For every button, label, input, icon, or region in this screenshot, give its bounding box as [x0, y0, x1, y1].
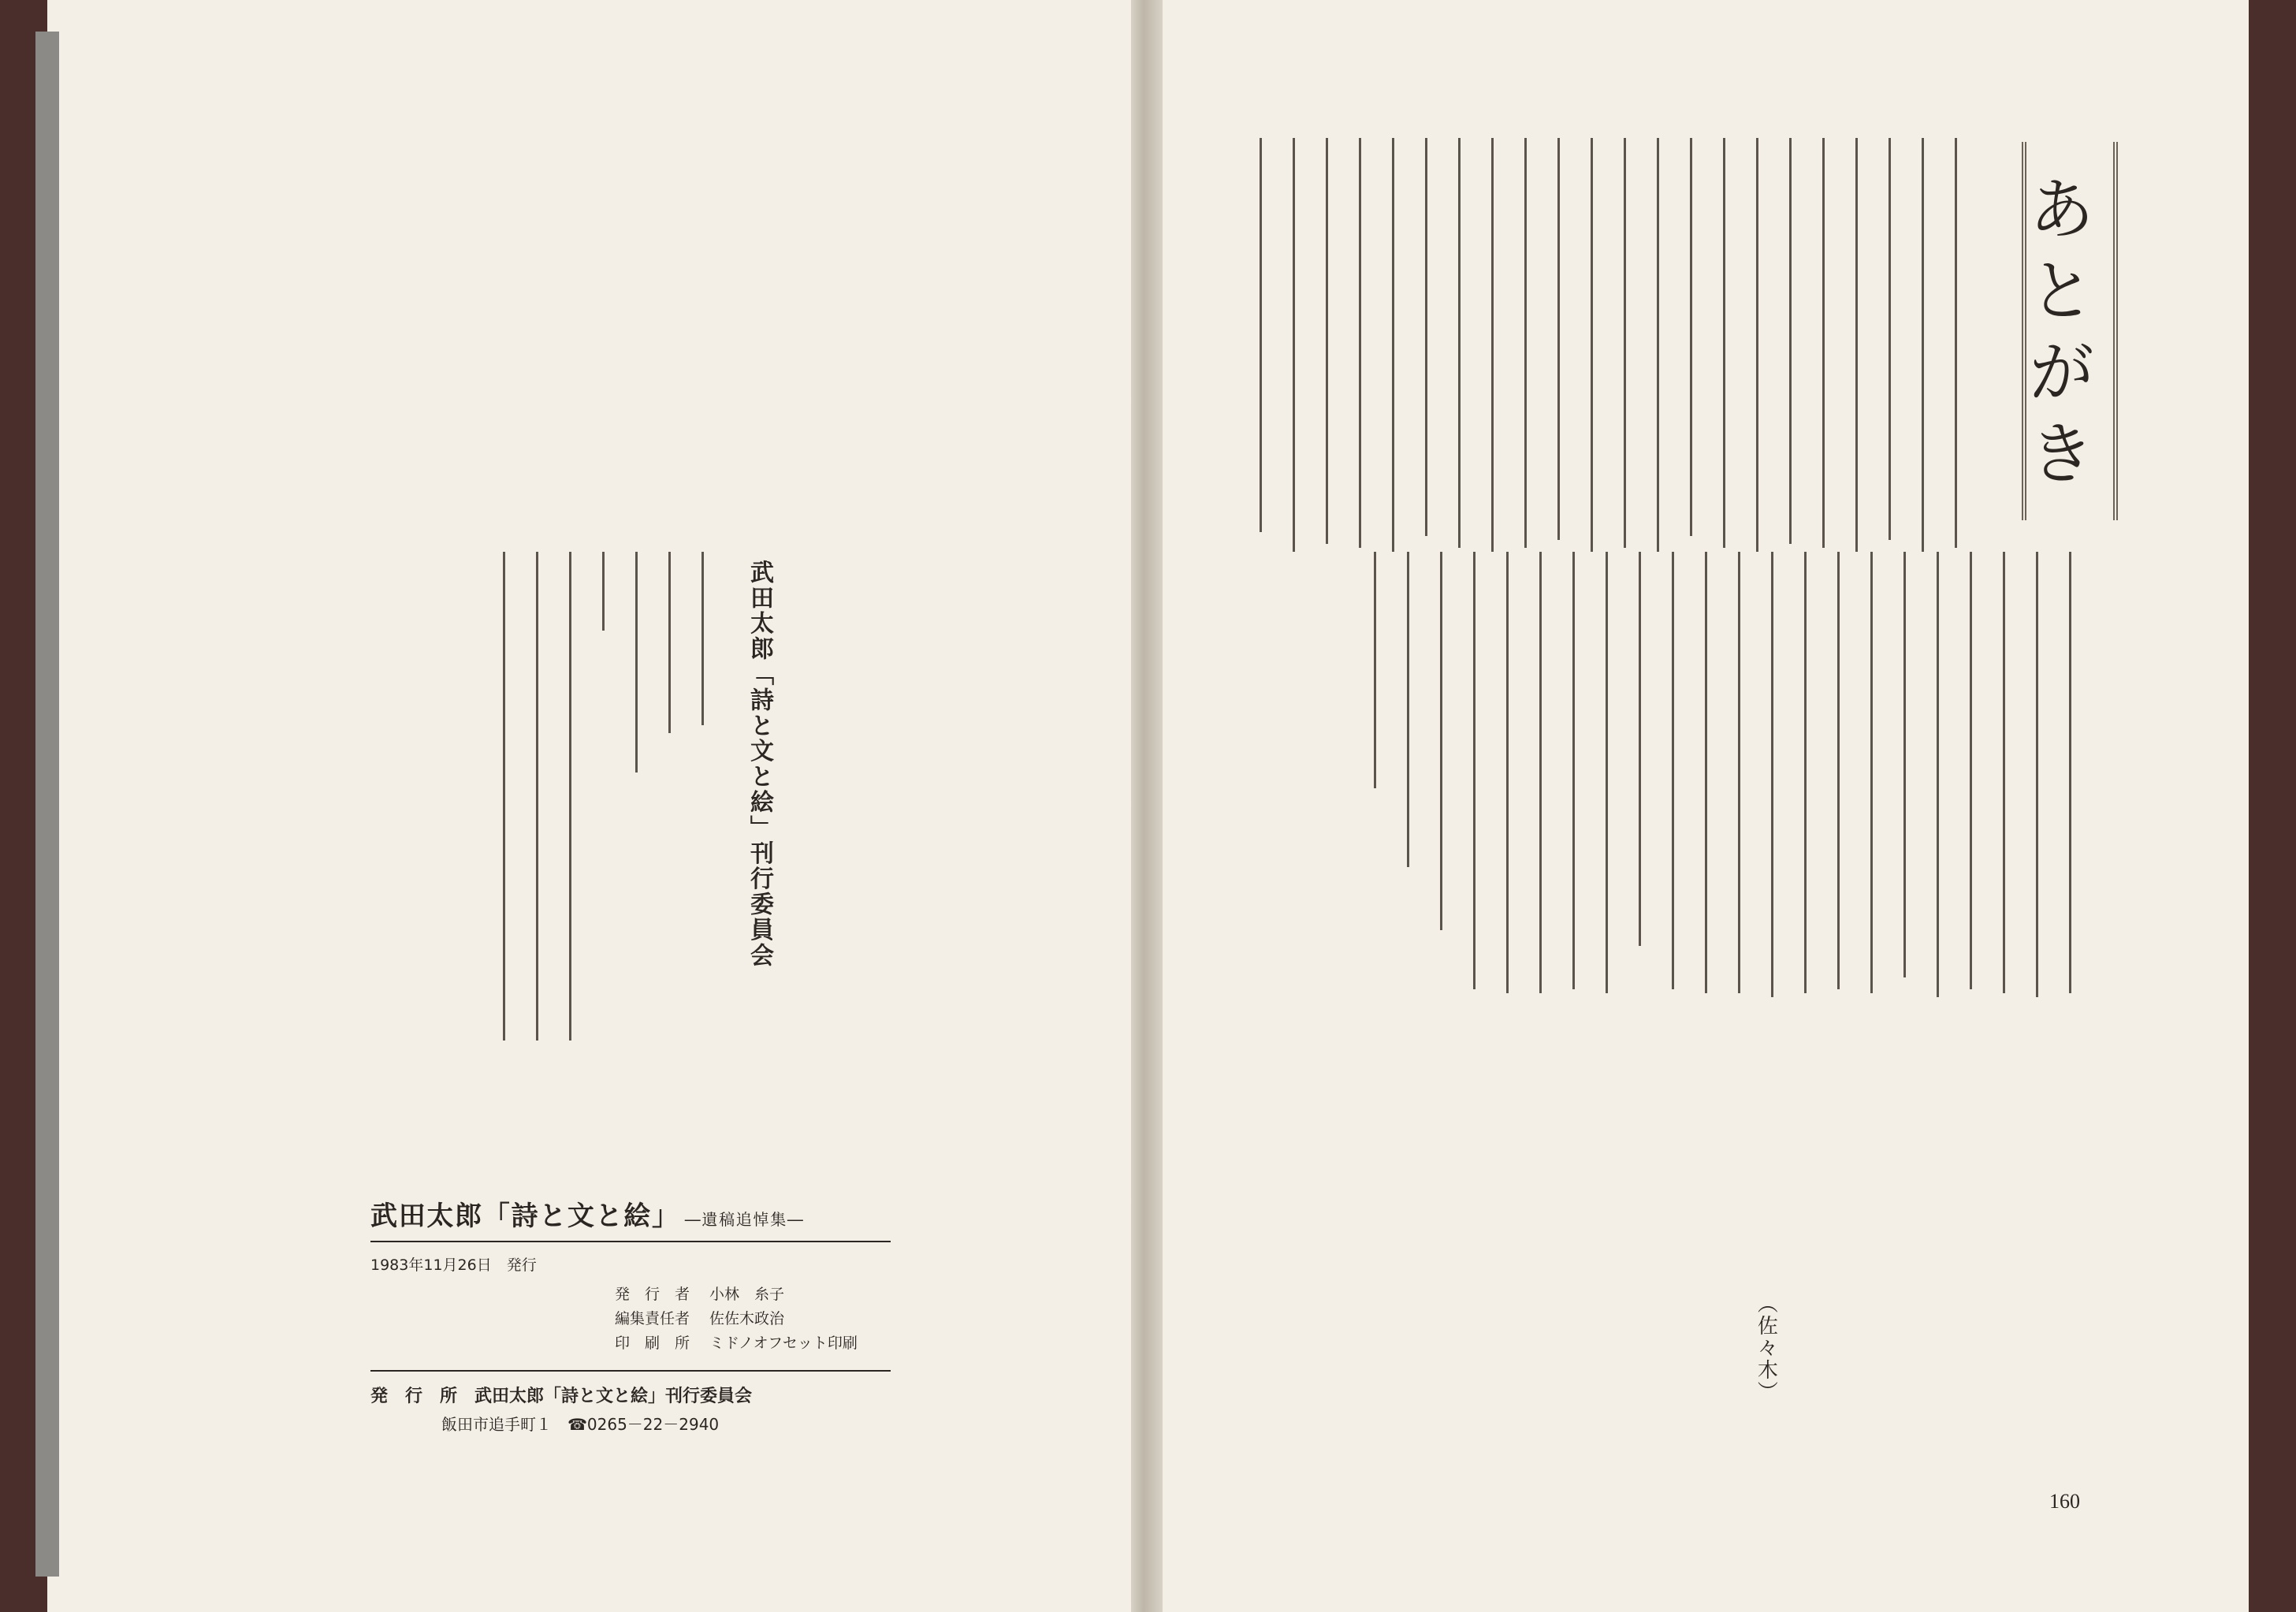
colophon-printer-row — [615, 1331, 891, 1353]
issuer-address: 飯田市追手町１ ☎0265－22－2940 — [441, 1415, 720, 1434]
issuer-value: 武田太郎「詩と文と絵」刊行委員会 — [474, 1387, 753, 1406]
text-column — [1458, 138, 1461, 548]
text-column — [1473, 552, 1475, 989]
text-column — [1789, 138, 1792, 544]
issuer-label: 発 行 所 — [370, 1387, 458, 1406]
colophon-issuer — [370, 1370, 891, 1435]
text-column — [1657, 138, 1659, 552]
text-column — [2003, 552, 2005, 993]
text-column — [1937, 552, 1939, 997]
text-column — [1524, 138, 1527, 548]
text-column — [1970, 552, 1972, 989]
text-column — [536, 552, 538, 1041]
text-column — [1326, 138, 1328, 544]
colophon-credits — [615, 1283, 891, 1353]
text-column — [1359, 138, 1361, 548]
text-column — [1557, 138, 1560, 540]
text-column — [2036, 552, 2038, 997]
text-column — [602, 552, 605, 631]
committee-heading: 武田太郎「詩と文と絵」刊行委員会 — [746, 560, 773, 969]
text-column — [1506, 552, 1509, 993]
text-column — [1837, 552, 1840, 989]
text-column — [1392, 138, 1394, 552]
text-column — [1903, 552, 1906, 977]
text-column — [1771, 552, 1773, 997]
text-column — [1738, 552, 1740, 993]
text-column — [1955, 138, 1957, 548]
editor-value: 佐佐木政治 — [709, 1310, 785, 1327]
text-column — [569, 552, 571, 1041]
afterword-title: あとがき — [2016, 173, 2095, 499]
colophon-book-title: 武田太郎「詩と文と絵」 — [370, 1201, 680, 1232]
text-column — [1705, 552, 1707, 993]
colophon-subtitle: ―遺稿追悼集― — [684, 1210, 805, 1229]
text-column — [1672, 552, 1674, 989]
printer-value: ミドノオフセット印刷 — [709, 1335, 858, 1352]
endpaper-strip — [35, 32, 59, 1577]
text-column — [1624, 138, 1626, 548]
text-column — [503, 552, 505, 1041]
text-column — [635, 552, 638, 772]
page-number: 160 — [2049, 1490, 2080, 1513]
text-column — [1639, 552, 1641, 946]
text-column — [1491, 138, 1494, 552]
text-column — [1889, 138, 1891, 540]
colophon-editor-row — [615, 1307, 891, 1328]
colophon-issue-date: 1983年11月26日 発行 — [370, 1256, 537, 1274]
colophon-title — [370, 1194, 891, 1242]
text-column — [1572, 552, 1575, 989]
text-column — [1374, 552, 1376, 788]
publisher-label: 発 行 者 — [615, 1286, 690, 1303]
text-column — [1690, 138, 1692, 536]
printer-label: 印 刷 所 — [615, 1335, 690, 1352]
editor-label: 編集責任者 — [615, 1310, 690, 1327]
text-column — [701, 552, 704, 725]
colophon-publisher-row — [615, 1283, 891, 1304]
text-column — [1440, 552, 1442, 930]
colophon — [370, 1194, 891, 1435]
text-column — [1407, 552, 1409, 867]
text-column — [1606, 552, 1608, 993]
text-column — [1723, 138, 1725, 548]
text-column — [1293, 138, 1295, 552]
text-column — [1591, 138, 1593, 552]
afterword-signature: （佐々木） — [1754, 1293, 1778, 1404]
text-column — [1425, 138, 1427, 536]
text-column — [1922, 138, 1924, 552]
text-column — [1804, 552, 1807, 993]
publisher-value: 小林 糸子 — [709, 1286, 785, 1303]
book-gutter — [1131, 0, 1163, 1612]
text-column — [1870, 552, 1873, 993]
text-column — [1539, 552, 1542, 993]
text-column — [1756, 138, 1758, 552]
text-column — [1822, 138, 1825, 548]
text-column — [668, 552, 671, 733]
cover-edge-right — [2249, 0, 2296, 1612]
text-column — [2069, 552, 2071, 993]
text-column — [1855, 138, 1858, 552]
text-column — [1260, 138, 1262, 532]
